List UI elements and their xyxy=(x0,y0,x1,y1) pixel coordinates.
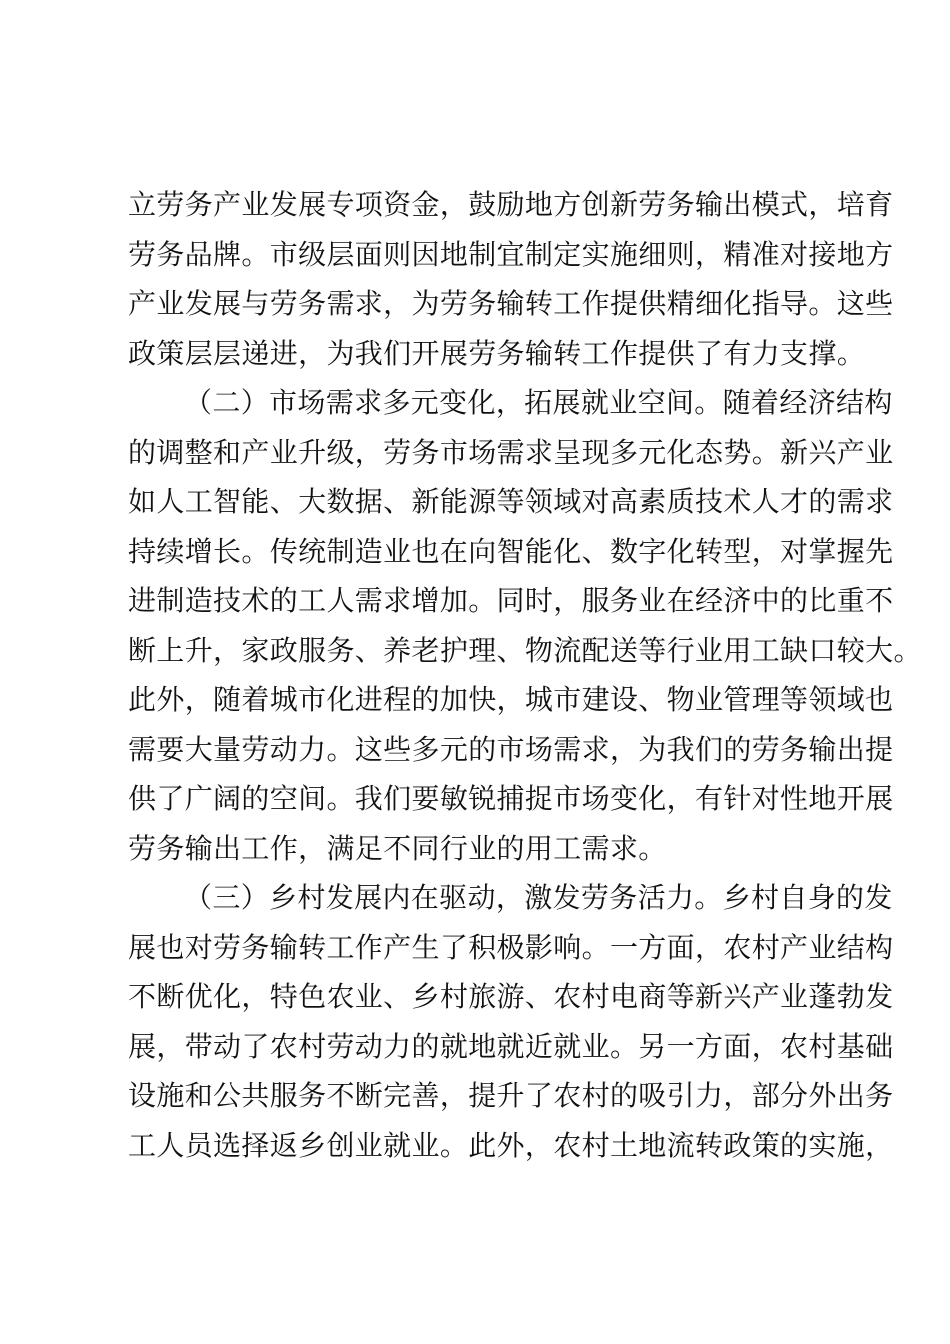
text-line: 产业发展与劳务需求，为劳务输转工作提供精细化指导。这些 xyxy=(128,287,894,320)
text-line: 工人员选择返乡创业就业。此外，农村土地流转政策的实施， xyxy=(128,1128,894,1162)
text-line: 需要大量劳动力。这些多元的市场需求，为我们的劳务输出提 xyxy=(128,732,894,766)
text-line: 劳务品牌。市级层面则因地制宜制定实施细则，精准对接地方 xyxy=(128,237,894,271)
text-line: 的调整和产业升级，劳务市场需求呈现多元化态势。新兴产业 xyxy=(128,435,894,469)
text-line: 供了广阔的空间。我们要敏锐捕捉市场变化，有针对性地开展 xyxy=(128,782,894,815)
text-line: 断上升，家政服务、养老护理、物流配送等行业用工缺口较大。 xyxy=(128,633,922,667)
text-line: 进制造技术的工人需求增加。同时，服务业在经济中的比重不 xyxy=(128,584,894,617)
text-line: 立劳务产业发展专项资金，鼓励地方创新劳务输出模式，培育 xyxy=(128,188,894,221)
text-line: 持续增长。传统制造业也在向智能化、数字化转型，对掌握先 xyxy=(128,534,894,568)
text-line: 展，带动了农村劳动力的就地就近就业。另一方面，农村基础 xyxy=(128,1029,894,1063)
text-line: 此外，随着城市化进程的加快，城市建设、物业管理等领域也 xyxy=(128,683,894,716)
text-line: 不断优化，特色农业、乡村旅游、农村电商等新兴产业蓬勃发 xyxy=(128,980,894,1013)
text-line: 展也对劳务输转工作产生了积极影响。一方面，农村产业结构 xyxy=(128,930,894,964)
text-line: 政策层层递进，为我们开展劳务输转工作提供了有力支撑。 xyxy=(128,336,866,370)
section-heading-line: （二）市场需求多元变化，拓展就业空间。随着经济结构 xyxy=(184,386,893,419)
text-line: 设施和公共服务不断完善，提升了农村的吸引力，部分外出务 xyxy=(128,1079,894,1112)
text-line: 如人工智能、大数据、新能源等领域对高素质技术人才的需求 xyxy=(128,485,894,518)
body-text xyxy=(128,180,922,1170)
text-line: 劳务输出工作，满足不同行业的用工需求。 xyxy=(128,831,667,865)
section-heading-line: （三）乡村发展内在驱动，激发劳务活力。乡村自身的发 xyxy=(184,881,893,914)
